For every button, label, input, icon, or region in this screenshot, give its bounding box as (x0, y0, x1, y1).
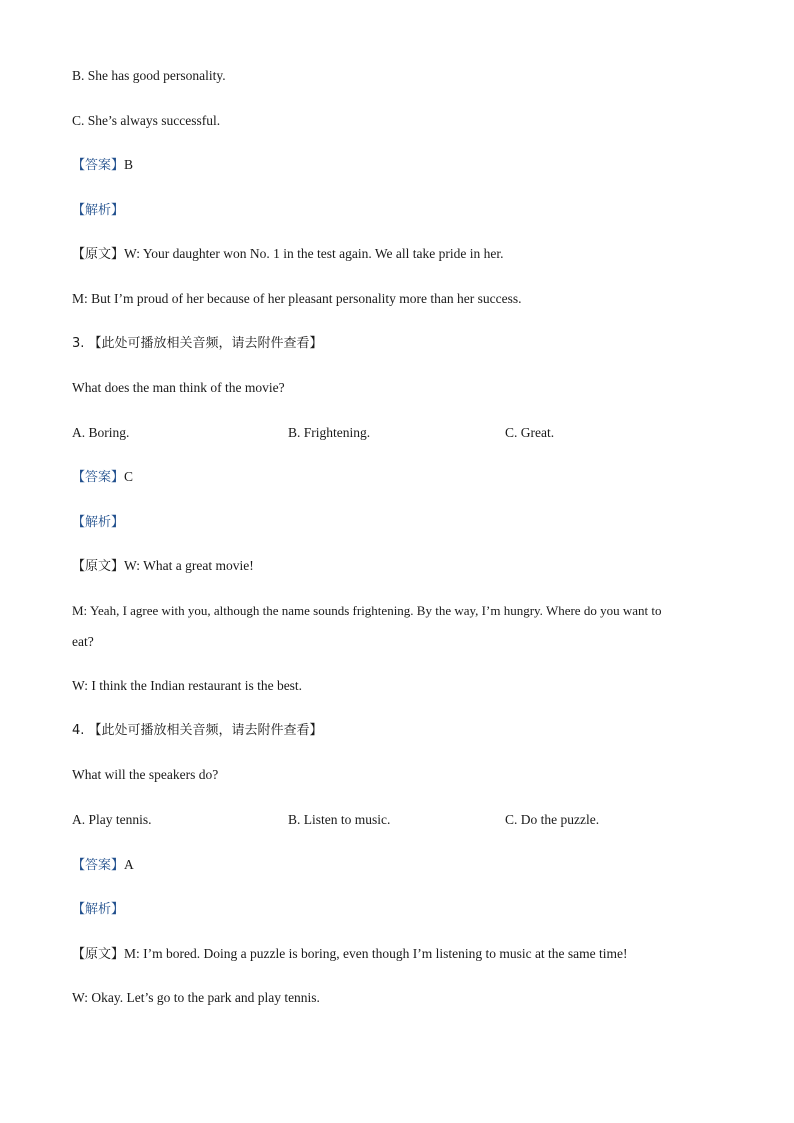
answer-tag: 【答案】 (72, 158, 125, 173)
q4-transcript-2: W: Okay. Let’s go to the park and play tennis. (72, 990, 320, 1005)
transcript-tag: 【原文】 (72, 947, 125, 962)
q2-option-b: B. She has good personality. (72, 68, 226, 83)
answer-value: C (124, 469, 134, 484)
answer-value: A (124, 857, 134, 872)
q2-answer (72, 156, 133, 175)
q4-analysis-tag (72, 900, 124, 919)
q4-question: What will the speakers do? (72, 767, 219, 782)
q4-answer (72, 856, 134, 875)
transcript-text: M: I’m bored. Doing a puzzle is boring, even though I’m listening to music at the same time! (124, 946, 628, 961)
q3-transcript-2a: M: Yeah, I agree with you, although the name sounds frightening. By the way, I’m hungry. Where do you want to (72, 603, 662, 618)
q4-option-b: B. Listen to music. (288, 812, 391, 827)
q3-option-a: A. Boring. (72, 425, 130, 440)
transcript-text: W: What a great movie! (124, 558, 254, 573)
q3-transcript-3: W: I think the Indian restaurant is the best. (72, 678, 303, 693)
q3-heading: 3. 【此处可播放相关音频，请去附件查看】 (72, 336, 323, 351)
q2-transcript-1 (72, 245, 503, 264)
q4-transcript-1 (72, 945, 628, 964)
q2-analysis-tag (72, 201, 124, 220)
analysis-tag: 【解析】 (72, 515, 125, 530)
analysis-tag: 【解析】 (72, 203, 125, 218)
answer-value: B (124, 157, 134, 172)
q3-answer (72, 468, 133, 487)
q3-question: What does the man think of the movie? (72, 380, 285, 395)
transcript-text: W: Your daughter won No. 1 in the test again. We all take pride in her. (124, 246, 504, 261)
q3-option-c: C. Great. (505, 425, 555, 440)
q2-transcript-2: M: But I’m proud of her because of her pleasant personality more than her success. (72, 291, 522, 306)
q2-option-c: C. She’s always successful. (72, 113, 221, 128)
q4-heading: 4. 【此处可播放相关音频，请去附件查看】 (72, 723, 323, 738)
analysis-tag: 【解析】 (72, 902, 125, 917)
transcript-tag: 【原文】 (72, 247, 125, 262)
q4-option-c: C. Do the puzzle. (505, 812, 600, 827)
answer-tag: 【答案】 (72, 858, 125, 873)
q4-option-a: A. Play tennis. (72, 812, 152, 827)
transcript-tag: 【原文】 (72, 559, 125, 574)
q3-analysis-tag (72, 513, 124, 532)
answer-tag: 【答案】 (72, 470, 125, 485)
q3-transcript-2b: eat? (72, 634, 94, 649)
q3-option-b: B. Frightening. (288, 425, 371, 440)
q3-transcript-1 (72, 557, 254, 576)
